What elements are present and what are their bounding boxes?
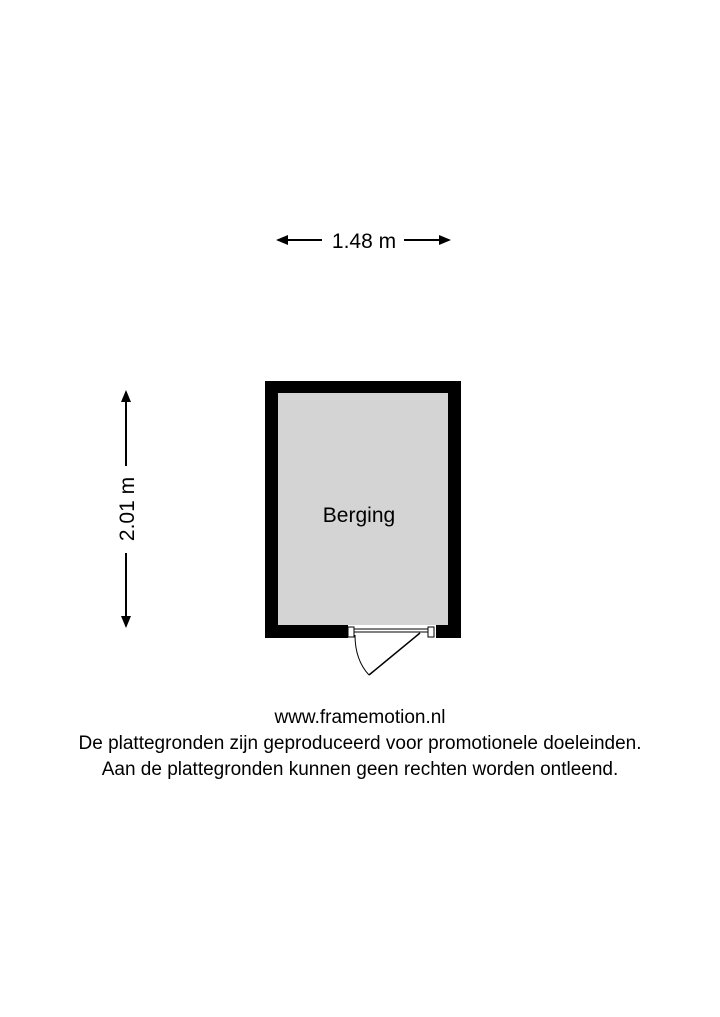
footer-disclaimer-line2: Aan de plattegronden kunnen geen rechten worden ontleend. bbox=[101, 759, 619, 780]
door-swing-arc bbox=[355, 635, 369, 675]
width-dimension-label: 1.48 m bbox=[331, 230, 397, 253]
height-dimension bbox=[116, 392, 139, 626]
door-frame-right bbox=[428, 627, 434, 637]
footer-disclaimer-line1: De plattegronden zijn geproduceerd voor promotionele doeleinden. bbox=[78, 733, 642, 754]
footer bbox=[0, 705, 720, 783]
room-label: Berging bbox=[322, 504, 396, 527]
room-berging bbox=[265, 381, 461, 675]
footer-website: www.framemotion.nl bbox=[274, 707, 446, 728]
height-dimension-label: 2.01 m bbox=[116, 476, 139, 542]
door-frame-left bbox=[348, 627, 354, 637]
width-dimension bbox=[278, 230, 449, 253]
door-leaf bbox=[369, 633, 420, 675]
